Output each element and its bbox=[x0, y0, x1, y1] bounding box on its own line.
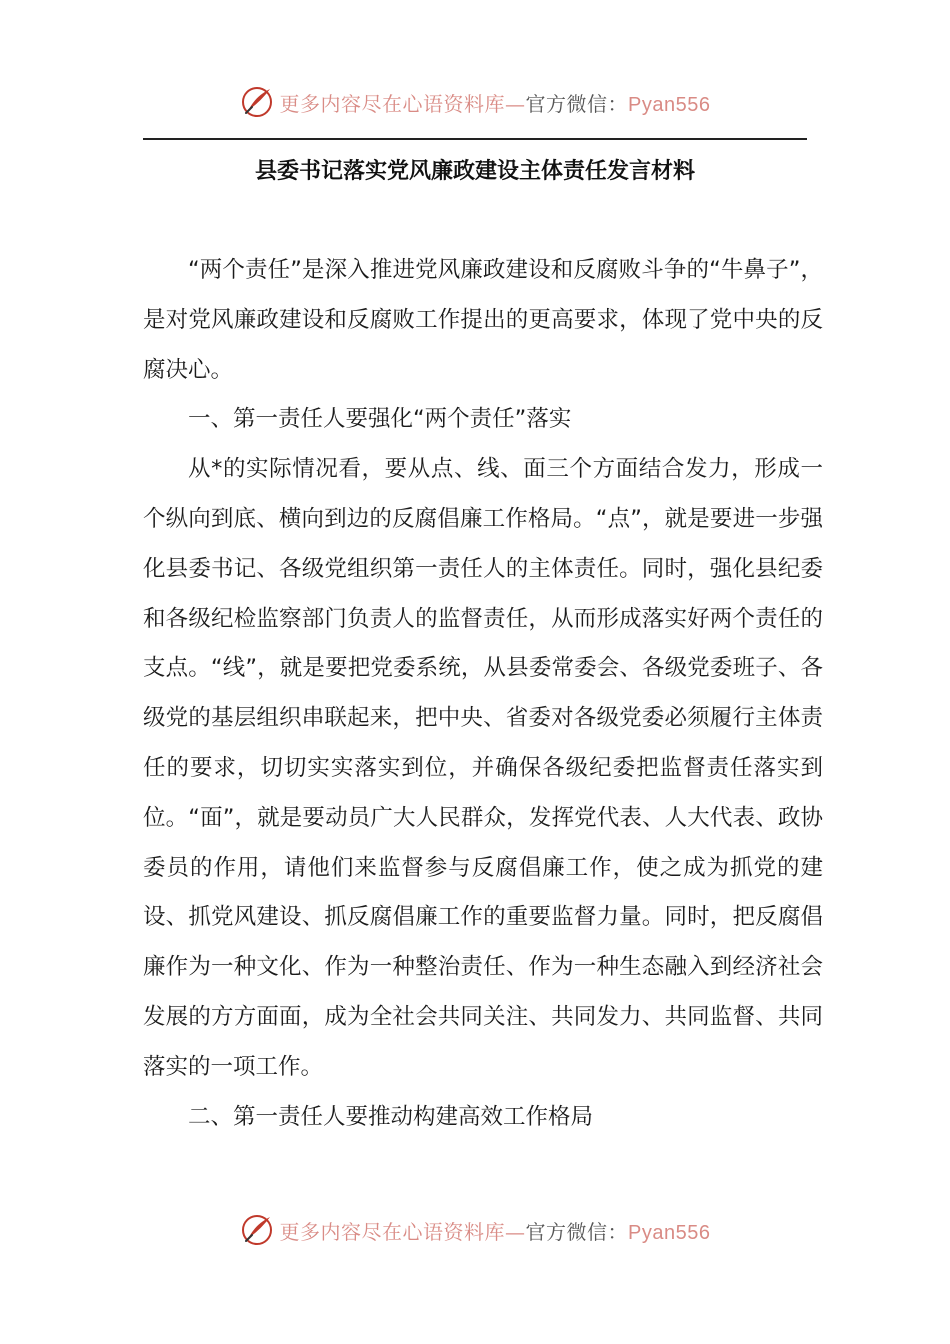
banner-dash: — bbox=[505, 1219, 526, 1244]
banner-wechat-id: Pyan556 bbox=[628, 1221, 711, 1244]
document-body bbox=[143, 246, 823, 1142]
banner-text bbox=[280, 88, 711, 117]
section-heading-2: 二、第一责任人要推动构建高效工作格局 bbox=[188, 1103, 594, 1130]
banner-wechat-label: 官方微信： bbox=[525, 1219, 629, 1244]
banner-dash: — bbox=[505, 91, 526, 116]
section-heading-1: 一、第一责任人要强化“两个责任”落实 bbox=[188, 406, 572, 433]
quill-pen-logo-icon bbox=[240, 85, 274, 119]
banner-wechat-id: Pyan556 bbox=[628, 93, 711, 116]
paragraph-intro: “两个责任”是深入推进党风廉政建设和反腐败斗争的“牛鼻子”，是对党风廉政建设和反腐败工作提出的更高要求，体现了党中央的反腐决心。 bbox=[143, 257, 823, 383]
banner-wechat-label: 官方微信： bbox=[525, 91, 629, 116]
banner-site-name: 更多内容尽在心语资料库 bbox=[279, 91, 506, 116]
banner-text bbox=[280, 1216, 711, 1245]
footer-banner bbox=[0, 1208, 950, 1252]
paragraph-section-1: 从*的实际情况看，要从点、线、面三个方面结合发力，形成一个纵向到底、横向到边的反腐倡廉工作格局。“点”，就是要进一步强化县委书记、各级党组织第一责任人的主体责任。同时，强化县纪委和各级纪检监察部门负责人的监督责任，从而形成落实好两个责任的支点。“线”，就是要把党委系统，从县委常委会、各级党委班子、各级党的基层组织串联起来，把中央、省委对各级党委必须履行主体责任的要求，切切实实落实到位，并确保各级纪委把监督责任落实到位。“面”，就是要动员广大人民群众，发挥党代表、人大代表、政协委员的作用，请他们来监督参与反腐倡廉工作，使之成为抓党的建设、抓党风建设、抓反腐倡廉工作的重要监督力量。同时，把反腐倡廉作为一种文化、作为一种整治责任、作为一种生态融入到经济社会发展的方方面面，成为全社会共同关注、共同发力、共同监督、共同落实的一项工作。 bbox=[143, 456, 823, 1080]
header-divider bbox=[143, 138, 807, 140]
banner-site-name: 更多内容尽在心语资料库 bbox=[279, 1219, 506, 1244]
document-title: 县委书记落实党风廉政建设主体责任发言材料 bbox=[254, 159, 695, 184]
header-banner bbox=[0, 80, 950, 124]
quill-pen-logo-icon bbox=[240, 1213, 274, 1247]
